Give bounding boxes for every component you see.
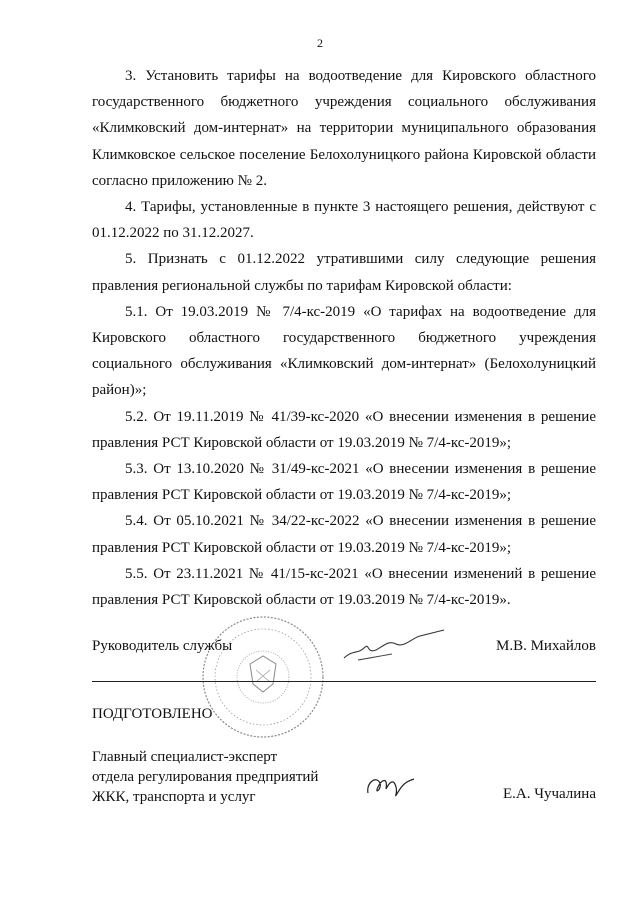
paragraph-5-1: 5.1. От 19.03.2019 № 7/4-кс-2019 «О тарифах на водоотведение для Кировского областного государственного бюджетного учреждения социального обслуживания «Климковский дом-интернат» (Белохолуницкий район)»; bbox=[92, 303, 596, 399]
paragraph-5-3: 5.3. От 13.10.2020 № 31/49-кс-2021 «О внесении изменения в решение правления РСТ Кировской области от 19.03.2019 № 7/4-кс-2019»; bbox=[92, 461, 596, 504]
paragraph-5: 5. Признать с 01.12.2022 утратившими силу следующие решения правления региональной службы по тарифам Кировской области: bbox=[92, 251, 596, 294]
prepared-heading: ПОДГОТОВЛЕНО bbox=[92, 706, 213, 722]
signature-row bbox=[92, 638, 596, 660]
paragraph-5-4: 5.4. От 05.10.2021 № 34/22-кс-2022 «О внесении изменения в решение правления РСТ Кировской области от 19.03.2019 № 7/4-кс-2019»; bbox=[92, 513, 596, 556]
preparer-position-line-3: ЖКК, транспорта и услуг bbox=[92, 789, 256, 805]
divider-line bbox=[92, 681, 596, 682]
paragraph-5-2: 5.2. От 19.11.2019 № 41/39-кс-2020 «О внесении изменения в решение правления РСТ Кировской области от 19.03.2019 № 7/4-кс-2019»; bbox=[92, 408, 596, 451]
page-number: 2 bbox=[317, 36, 323, 50]
preparer-signature bbox=[362, 765, 422, 805]
signatory-position: Руководитель службы bbox=[92, 638, 233, 654]
official-seal-stamp bbox=[198, 612, 328, 742]
preparer-position-line-1: Главный специалист-эксперт bbox=[92, 749, 278, 765]
paragraph-5-5: 5.5. От 23.11.2021 № 41/15-кс-2021 «О внесении изменений в решение правления РСТ Кировской области от 19.03.2019 № 7/4-кс-2019». bbox=[92, 565, 596, 609]
paragraph-3: 3. Установить тарифы на водоотведение для Кировского областного государственного бюджетного учреждения социального обслуживания «Климковский дом-интернат» на территории муниципального образования Климковское сельское поселение Белохолуницкого района Кировской области согласно приложению № 2. bbox=[92, 68, 596, 189]
paragraph-4: 4. Тарифы, установленные в пункте 3 настоящего решения, действуют с 01.12.2022 по 31.12.2027. bbox=[92, 199, 596, 242]
preparer-name: Е.А. Чучалина bbox=[502, 786, 596, 802]
document-body bbox=[92, 63, 596, 613]
signatory-name: М.В. Михайлов bbox=[495, 638, 596, 654]
preparer-position-line-2: отдела регулирования предприятий bbox=[92, 769, 319, 785]
preparer-position bbox=[92, 747, 318, 807]
